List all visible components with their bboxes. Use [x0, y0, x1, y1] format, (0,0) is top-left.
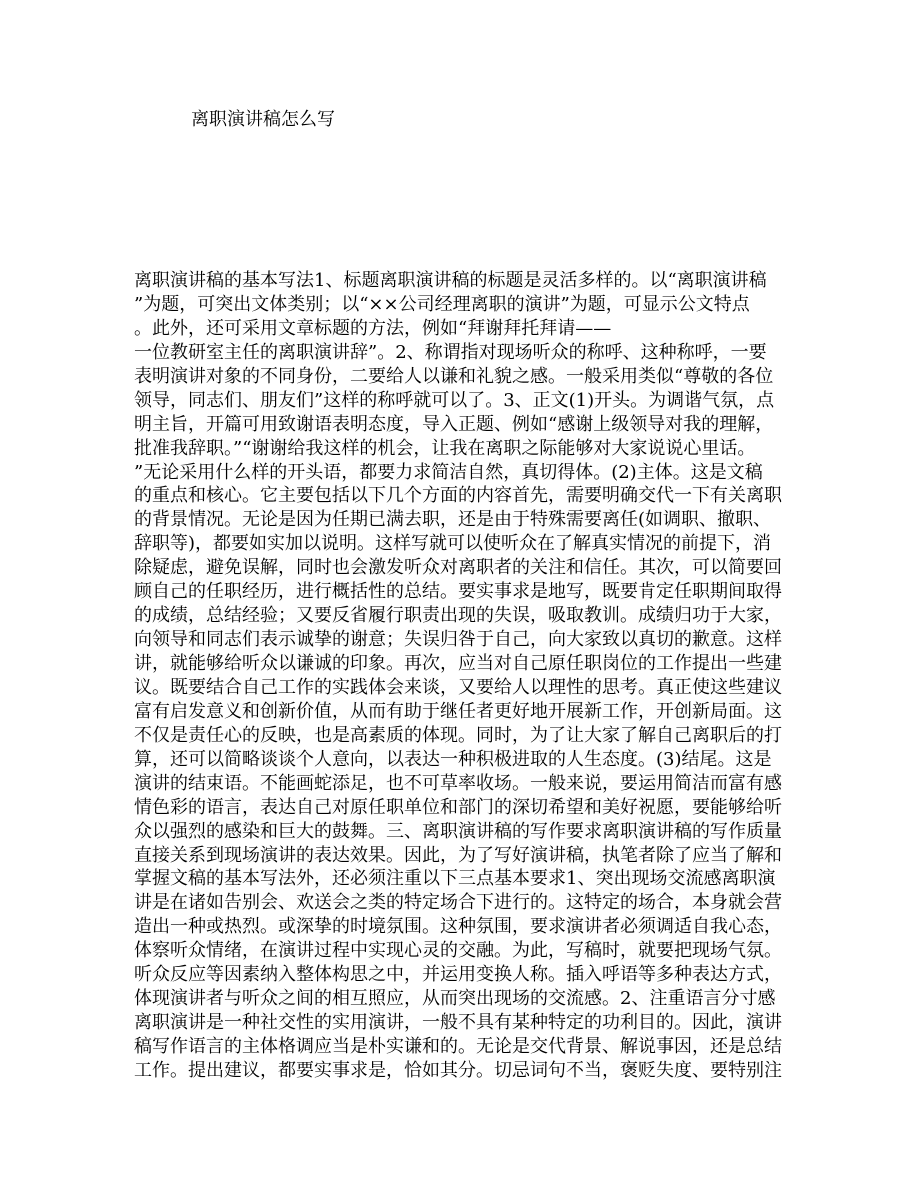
body-text-line: ”为题，可突出文体类别；以“××公司经理离职的演讲”为题，可显示公文特点: [134, 293, 750, 315]
document-title: 离职演讲稿怎么写: [191, 109, 335, 130]
body-text-line: 的重点和核心。它主要包括以下几个方面的内容首先，需要明确交代一下有关离职: [134, 485, 782, 507]
body-text-line: 向领导和同志们表示诚挚的谢意；失误归咎于自己，向大家致以真切的歉意。这样: [134, 629, 782, 651]
body-text-line: 不仅是责任心的反映，也是高素质的体现。同时，为了让大家了解自己离职后的打: [134, 724, 782, 746]
body-text-line: 演讲的结束语。不能画蛇添足，也不可草率收场。一般来说，要运用简洁而富有感: [134, 772, 782, 794]
body-text-line: 直接关系到现场演讲的表达效果。因此，为了写好演讲稿，执笔者除了应当了解和: [134, 844, 782, 866]
body-text-line: 富有启发意义和创新价值，从而有助于继任者更好地开展新工作，开创新局面。这: [134, 700, 782, 722]
body-text-line: 体察听众情绪，在演讲过程中实现心灵的交融。为此，写稿时，就要把现场气氛。: [134, 940, 782, 962]
body-text-line: 情色彩的语言，表达自己对原任职单位和部门的深切希望和美好祝愿，要能够给听: [134, 796, 782, 818]
body-text-line: ”无论采用什么样的开头语，都要力求简洁自然，真切得体。(2)主体。这是文稿: [134, 461, 763, 483]
body-text-line: 领导，同志们、朋友们”这样的称呼就可以了。3、正文(1)开头。为调谐气氛，点: [134, 389, 775, 411]
body-text-line: 的背景情况。无论是因为任期已满去职，还是由于特殊需要离任(如调职、撤职、: [134, 509, 772, 531]
body-text-line: 的成绩，总结经验；又要反省履行职责出现的失误，吸取教训。成绩归功于大家，: [134, 605, 782, 627]
body-text-line: 讲是在诸如告别会、欢送会之类的特定场合下进行的。这特定的场合，本身就会营: [134, 892, 782, 914]
body-text-line: 众以强烈的感染和巨大的鼓舞。三、离职演讲稿的写作要求离职演讲稿的写作质量: [134, 820, 782, 842]
document-body: [134, 269, 784, 1083]
body-text-line: 明主旨，开篇可用致谢语表明态度，导入正题、例如“感谢上级领导对我的理解，: [134, 413, 774, 435]
body-text-line: 批准我辞职。”“谢谢给我这样的机会，让我在离职之际能够对大家说说心里话。: [134, 437, 756, 459]
body-text-line: 离职演讲是一种社交性的实用演讲，一般不具有某种特定的功利目的。因此，演讲: [134, 1012, 782, 1034]
body-text-line: 辞职等)，都要如实加以说明。这样写就可以使听众在了解真实情况的前提下，消: [134, 533, 772, 555]
body-text-line: 离职演讲稿的基本写法1、标题离职演讲稿的标题是灵活多样的。以“离职演讲稿: [134, 270, 767, 291]
body-text-line: 。此外，还可采用文章标题的方法，例如“拜谢拜托拜请——: [134, 317, 612, 339]
body-text-line: 除疑虑，避免误解，同时也会激发听众对离职者的关注和信任。其次，可以简要回: [134, 557, 782, 579]
body-text-line: 听众反应等因素纳入整体构思之中，并运用变换人称。插入呼语等多种表达方式，: [134, 964, 782, 986]
body-text-line: 一位教研室主任的离职演讲辞”。2、称谓指对现场听众的称呼、这种称呼，一要: [134, 341, 767, 363]
body-text-line: 顾自己的任职经历，进行概括性的总结。要实事求是地写，既要肯定任职期间取得: [134, 581, 782, 603]
body-text-line: 造出一种或热烈。或深挚的时境氛围。这种氛围，要求演讲者必须调适自我心态，: [134, 916, 782, 938]
body-text-line: 工作。提出建议，都要实事求是，恰如其分。切忌词句不当，褒贬失度、要特别注: [134, 1059, 782, 1081]
body-text-line: 讲，就能够给听众以谦诚的印象。再次，应当对自己原任职岗位的工作提出一些建: [134, 653, 782, 674]
body-text-line: 算，还可以简略谈谈个人意向，以表达一种积极进取的人生态度。(3)结尾。这是: [134, 748, 772, 770]
body-text-line: 稿写作语言的主体格调应当是朴实谦和的。无论是交代背景、解说事因，还是总结: [134, 1036, 782, 1057]
body-text-line: 议。既要结合自己工作的实践体会来谈，又要给人以理性的思考。真正使这些建议: [134, 676, 782, 698]
body-text-line: 体现演讲者与听众之间的相互照应，从而突出现场的交流感。2、注重语言分寸感: [134, 988, 776, 1010]
body-text-line: 掌握文稿的基本写法外，还必须注重以下三点基本要求1、突出现场交流感离职演: [134, 868, 776, 890]
body-text-line: 表明演讲对象的不同身份，二要给人以谦和礼貌之感。一般采用类似“尊敬的各位: [134, 365, 774, 387]
